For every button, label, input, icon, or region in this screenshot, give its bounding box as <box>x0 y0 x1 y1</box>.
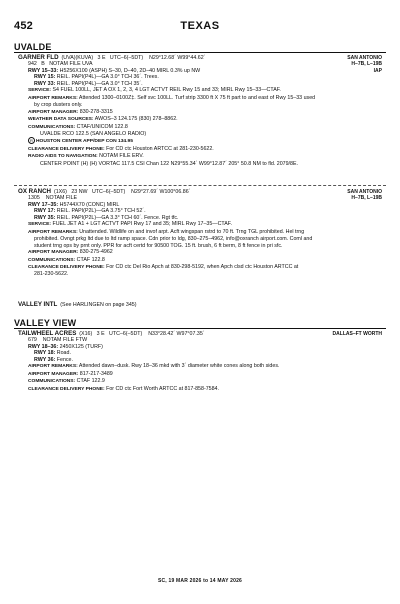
page-number: 452 <box>14 20 33 32</box>
runway-end-label: RWY 18: <box>34 350 56 357</box>
airport-utc: UTC–6(–5DT) <box>91 189 126 195</box>
runway-text: H5744X70 (CONC) MIRL <box>59 201 120 208</box>
approach-text: HOUSTON CENTER APP/DEP CON 134.95 <box>36 139 133 145</box>
runway-label: RWY 17–35: <box>28 201 59 208</box>
airport-coords: N29°12.68´ W99°44.62´ <box>149 55 206 61</box>
rco-text: UVALDE RCO 122.5 (SAN ANGELO RADIO) <box>40 130 147 137</box>
clearance-label: CLEARANCE DELIVERY PHONE: <box>28 386 105 392</box>
remarks-text: Attended 1300–0100Z‡. Self svc 100LL. Turf strip 3300 ft X 75 ft part to and east of Rwy 15–33 used <box>78 94 316 101</box>
comms-text: CTAF/UNICOM 122.8 <box>76 123 128 130</box>
vortac-text: CENTER POINT (H) (H) VORTAC 117.5 CSI Chan 122 N29°55.34´ W99°12.87´ 205° 50.8 NM to fld. 2079/8E. <box>40 160 298 167</box>
fuel-note: B <box>41 61 45 68</box>
remarks-text: prohibited. Ovngt prkg ltd due to ltd ramp space. Cdn prior to ldg, 830–275–4962, info@oxranch airport.com. Coml and <box>34 236 313 243</box>
remarks-label: AIRPORT REMARKS: <box>28 229 78 235</box>
airport-elevation: 1305 <box>28 195 40 202</box>
weather-label: WEATHER DATA SOURCES: <box>28 117 94 123</box>
airport-distance: 23 NW <box>71 189 88 195</box>
remarks-label: AIRPORT REMARKS: <box>28 364 78 370</box>
airport-entry-tailwheel-acres <box>18 331 384 393</box>
city-rule <box>14 328 386 329</box>
notam-file: NOTAM FILE FTW <box>42 337 88 344</box>
airport-distance: 3 E <box>97 55 106 61</box>
airport-iap: IAP <box>373 67 382 74</box>
airport-region: DALLAS–FT WORTH <box>332 331 382 337</box>
service-label: SERVICE: <box>28 88 52 94</box>
runway-end-text: Road. <box>56 350 71 357</box>
navaids-label: RADIO AIDS TO NAVIGATION: <box>28 154 98 160</box>
airport-coords: N29°27.69´ W100°06.86´ <box>131 189 191 195</box>
manager-phone: 830-275-4962 <box>79 249 113 256</box>
clearance-text: For CD ctc Del Rio Apch at 830-298-5192, when Apch clsd ctc Houston ARTCC at <box>106 263 299 270</box>
cross-reference-valley-intl <box>18 301 137 308</box>
remarks-text: Unattended. Wildlife on and invof arpt. Acft wingspan rstrd to 70 ft. Trng TGL prohibited. Hel trng <box>79 228 305 235</box>
city-rule <box>14 52 386 53</box>
airport-name: OX RANCH <box>18 188 52 195</box>
airport-elevation: 942 <box>28 61 37 68</box>
notam-file: NOTAM FILE <box>45 195 78 202</box>
airport-ident: (1X6) <box>53 189 67 195</box>
service-text: FUEL JET A1 + LGT ACTVT PAPI Rwy 17 and 35; MIRL Rwy 17–35—CTAF. <box>52 221 232 228</box>
airport-utc: UTC–6(–5DT) <box>109 331 143 337</box>
clearance-text: For CD ctc Fort Worth ARTCC at 817-858-7584. <box>106 385 219 392</box>
airport-name: VALLEY INTL <box>18 301 58 308</box>
weather-text: AWOS–3 124.175 (830) 278–8862. <box>94 116 178 123</box>
runway-end-text: REIL. PAPI(P2L)—GA 3.75° TCH 52´. <box>56 208 146 215</box>
airport-distance: 3 E <box>96 331 105 337</box>
remarks-text: student trng ops by prnt only. PPR for acft certd for 90500 TOG. 15 ft. brush, 6 ft berm, 8 ft fence in pri sfc. <box>34 242 283 249</box>
airport-elevation: 679 <box>28 337 37 344</box>
remarks-text: Attended dawn–dusk. Rwy 18–36 mkd with 3´ diameter white cones along both sides. <box>78 363 280 370</box>
manager-phone: 817-217-3489 <box>79 370 113 377</box>
runway-end-label: RWY 17: <box>34 208 56 215</box>
airport-chart-ref: H–7B, L–19B <box>351 195 382 202</box>
runway-end-label: RWY 35: <box>34 214 56 221</box>
airport-name: TAILWHEEL ACRES <box>18 330 77 337</box>
page-footer: SC, 19 MAR 2026 to 14 MAY 2026 <box>157 578 243 584</box>
remarks-text: by crop dusters only. <box>34 102 83 109</box>
runway-text: 2450X125 (TURF) <box>59 343 103 350</box>
manager-label: AIRPORT MANAGER: <box>28 109 79 115</box>
clearance-text: For CD ctc Houston ARTCC at 281-230-5622. <box>106 145 214 152</box>
airport-entry-garner-fld <box>18 55 384 167</box>
airport-utc: UTC–6(–5DT) <box>109 55 144 61</box>
notam-file: NOTAM FILE UVA <box>49 61 93 68</box>
remarks-label: AIRPORT REMARKS: <box>28 95 78 101</box>
runway-end-text: REIL. PAPI(P4L)—GA 3.0° TCH 35´. <box>56 80 143 87</box>
runway-text: H5256X100 (ASPH) S–30, D–40, 2D–40 MIRL 0.3% up NW <box>59 67 201 74</box>
comms-label: COMMUNICATIONS: <box>28 379 76 385</box>
runway-end-text: REIL. PAPI(P2L)—GA 3.3° TCH 60´. Fence. Rgt tfc. <box>56 214 179 221</box>
runway-label: RWY 15–33: <box>28 67 59 74</box>
clearance-label: CLEARANCE DELIVERY PHONE: <box>28 146 105 152</box>
page-header <box>0 20 400 34</box>
airport-ident: (UVA)(KUVA) <box>61 55 94 61</box>
service-label: SERVICE: <box>28 222 52 228</box>
city-heading-uvalde: UVALDE <box>14 42 52 52</box>
airport-coords: N33°28.42´ W97°07.35´ <box>148 331 205 337</box>
runway-label: RWY 18–36: <box>28 343 59 350</box>
navaids-text: NOTAM FILE ERV. <box>99 153 144 160</box>
cross-reference-text: (See HARLINGEN on page 345) <box>60 302 137 308</box>
clearance-text: 281-230-5622. <box>34 271 69 278</box>
state-title: TEXAS <box>180 20 220 32</box>
airport-entry-ox-ranch <box>18 189 384 278</box>
airport-region: SAN ANTONIO <box>347 55 382 61</box>
runway-end-label: RWY 36: <box>34 356 56 363</box>
city-heading-valley-view: VALLEY VIEW <box>14 318 77 328</box>
manager-label: AIRPORT MANAGER: <box>28 371 79 377</box>
runway-end-label: RWY 15: <box>34 74 56 81</box>
clearance-label: CLEARANCE DELIVERY PHONE: <box>28 264 105 270</box>
comms-text: CTAF 122.8 <box>76 256 105 263</box>
comms-label: COMMUNICATIONS: <box>28 124 76 130</box>
airport-region: SAN ANTONIO <box>347 189 382 195</box>
manager-phone: 830-278-3315 <box>79 108 113 115</box>
airport-chart-ref: H–7B, L–19B <box>351 61 382 68</box>
comms-label: COMMUNICATIONS: <box>28 257 76 263</box>
runway-end-text: Fence. <box>56 356 73 363</box>
airport-ident: (X16) <box>79 331 93 337</box>
service-text: S4 FUEL 100LL, JET A OX 1, 2, 3, 4 LGT ACTVT REIL Rwy 15 and 33; MIRL Rwy 15–33—CTAF. <box>52 87 281 94</box>
comms-text: CTAF 122.9 <box>76 378 105 385</box>
radar-r-icon: R <box>28 137 35 144</box>
airport-name: GARNER FLD <box>18 54 59 61</box>
manager-label: AIRPORT MANAGER: <box>28 250 79 256</box>
runway-end-label: RWY 33: <box>34 80 56 87</box>
runway-end-text: REIL. PAPI(P4L)—GA 3.0° TCH 36´. Trees. <box>56 74 159 81</box>
entry-separator <box>14 185 386 186</box>
